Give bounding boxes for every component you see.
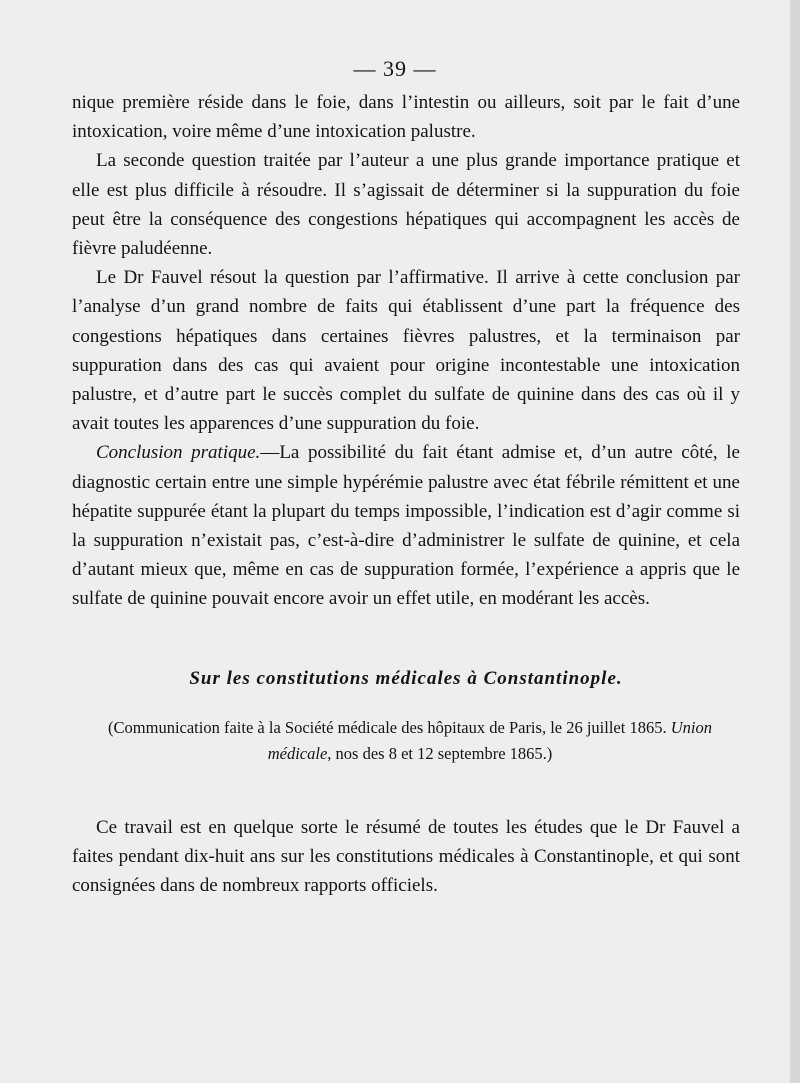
communication-suffix: , nos des 8 et 12 septembre 1865.) bbox=[327, 743, 553, 763]
conclusion-label: Conclusion pratique. bbox=[96, 442, 261, 464]
communication-note bbox=[80, 715, 740, 767]
paragraph-5: Ce travail est en quelque sorte le résumé de toutes les études que le Dr Fauvel a faites pendant dix-huit ans sur les constitutions médicales à Constantinople, et qui sont consignées dans de nombreux rapports officiels. bbox=[72, 816, 740, 897]
page-number: — 39 — bbox=[353, 56, 437, 81]
page-body bbox=[72, 88, 740, 900]
section-title: Sur les constitutions médicales à Constantinople. bbox=[189, 667, 623, 689]
journal-name: Union médicale bbox=[267, 717, 712, 763]
conclusion-text: —La possibilité du fait étant admise et, d’un autre côté, le diagnostic certain entre une simple hypérémie palustre avec état fébrile rémittent et une hépatite suppurée étant la plupart du temps impossible, l’indication est d’agir comme si la suppuration n’existait pas, c’est-à-dire d’administrer le sulfate de quinine, et cela d’autant mieux que, même en cas de suppuration formée, l’expérience a appris que le sulfate de quinine pouvait encore avoir un effet utile, en modérant les accès. bbox=[72, 442, 740, 610]
paragraph-1: nique première réside dans le foie, dans l’intestin ou ailleurs, soit par le fait d’une intoxication, voire même d’une intoxication palustre. bbox=[72, 92, 740, 143]
paragraph-4 bbox=[72, 438, 740, 613]
paragraph-2: La seconde question traitée par l’auteur a une plus grande importance pratique et elle est plus difficile à résoudre. Il s’agissait de déterminer si la suppuration du foie peut être la conséquence des congestions hépatiques qui accompagnent les accès de fièvre paludéenne. bbox=[72, 150, 740, 260]
communication-prefix: (Communication faite à la Société médicale des hôpitaux de Paris, le 26 juillet 1865. bbox=[108, 717, 667, 737]
paragraph-3: Le Dr Fauvel résout la question par l’affirmative. Il arrive à cette conclusion par l’analyse d’un grand nombre de faits qui établissent d’une part la fréquence des congestions hépatiques dans certaines fièvres palustres, et la terminaison par suppuration dans des cas qui avaient pour origine incontestable une intoxication palustre, et d’autre part le succès complet du sulfate de quinine dans des cas où il y avait toutes les apparences d’une suppuration du foie. bbox=[72, 267, 740, 435]
